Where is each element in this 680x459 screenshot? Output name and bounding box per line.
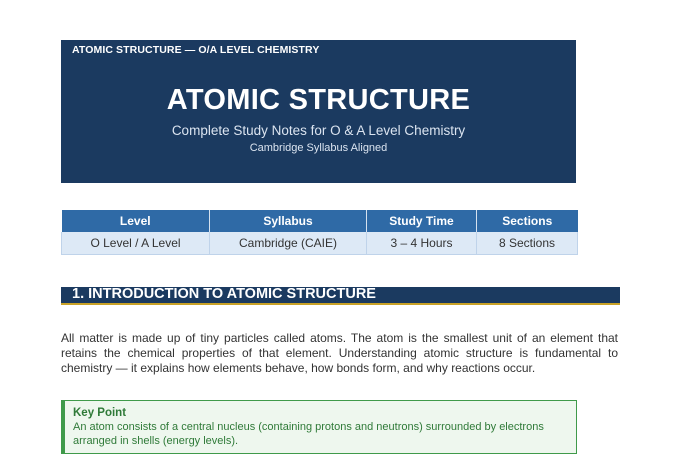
key-point-body: An atom consists of a central nucleus (containing protons and neutrons) surrounded by electrons arranged in shells (energy levels). <box>73 421 544 447</box>
section-heading-bar <box>61 287 620 305</box>
course-info-table <box>61 210 578 255</box>
table-row <box>62 232 578 255</box>
header-study-time: Study Time <box>367 210 477 232</box>
key-point-title: Key Point <box>73 407 127 419</box>
document-title: ATOMIC STRUCTURE <box>166 84 471 116</box>
title-banner <box>61 40 576 183</box>
table-header-row <box>62 210 578 232</box>
cell-sections: 8 Sections <box>477 232 578 255</box>
section-heading: 1. INTRODUCTION TO ATOMIC STRUCTURE <box>72 286 376 302</box>
key-point-box <box>61 400 577 454</box>
intro-paragraph: All matter is made up of tiny particles called atoms. The atom is the smallest unit of an element that retains the chemical properties of that element. Understanding atomic structure is fundamental to chemistry — it explains how elements behave, how bonds form, and why reactions occur. <box>61 331 618 375</box>
header-level: Level <box>62 210 210 232</box>
cell-level: O Level / A Level <box>62 232 210 255</box>
syllabus-note: Cambridge Syllabus Aligned <box>249 142 388 154</box>
document-subtitle: Complete Study Notes for O & A Level Chemistry <box>171 123 466 138</box>
cell-syllabus: Cambridge (CAIE) <box>210 232 367 255</box>
cell-study-time: 3 – 4 Hours <box>367 232 477 255</box>
header-syllabus: Syllabus <box>210 210 367 232</box>
header-sections: Sections <box>477 210 578 232</box>
document-header: ATOMIC STRUCTURE — O/A LEVEL CHEMISTRY <box>72 44 320 56</box>
